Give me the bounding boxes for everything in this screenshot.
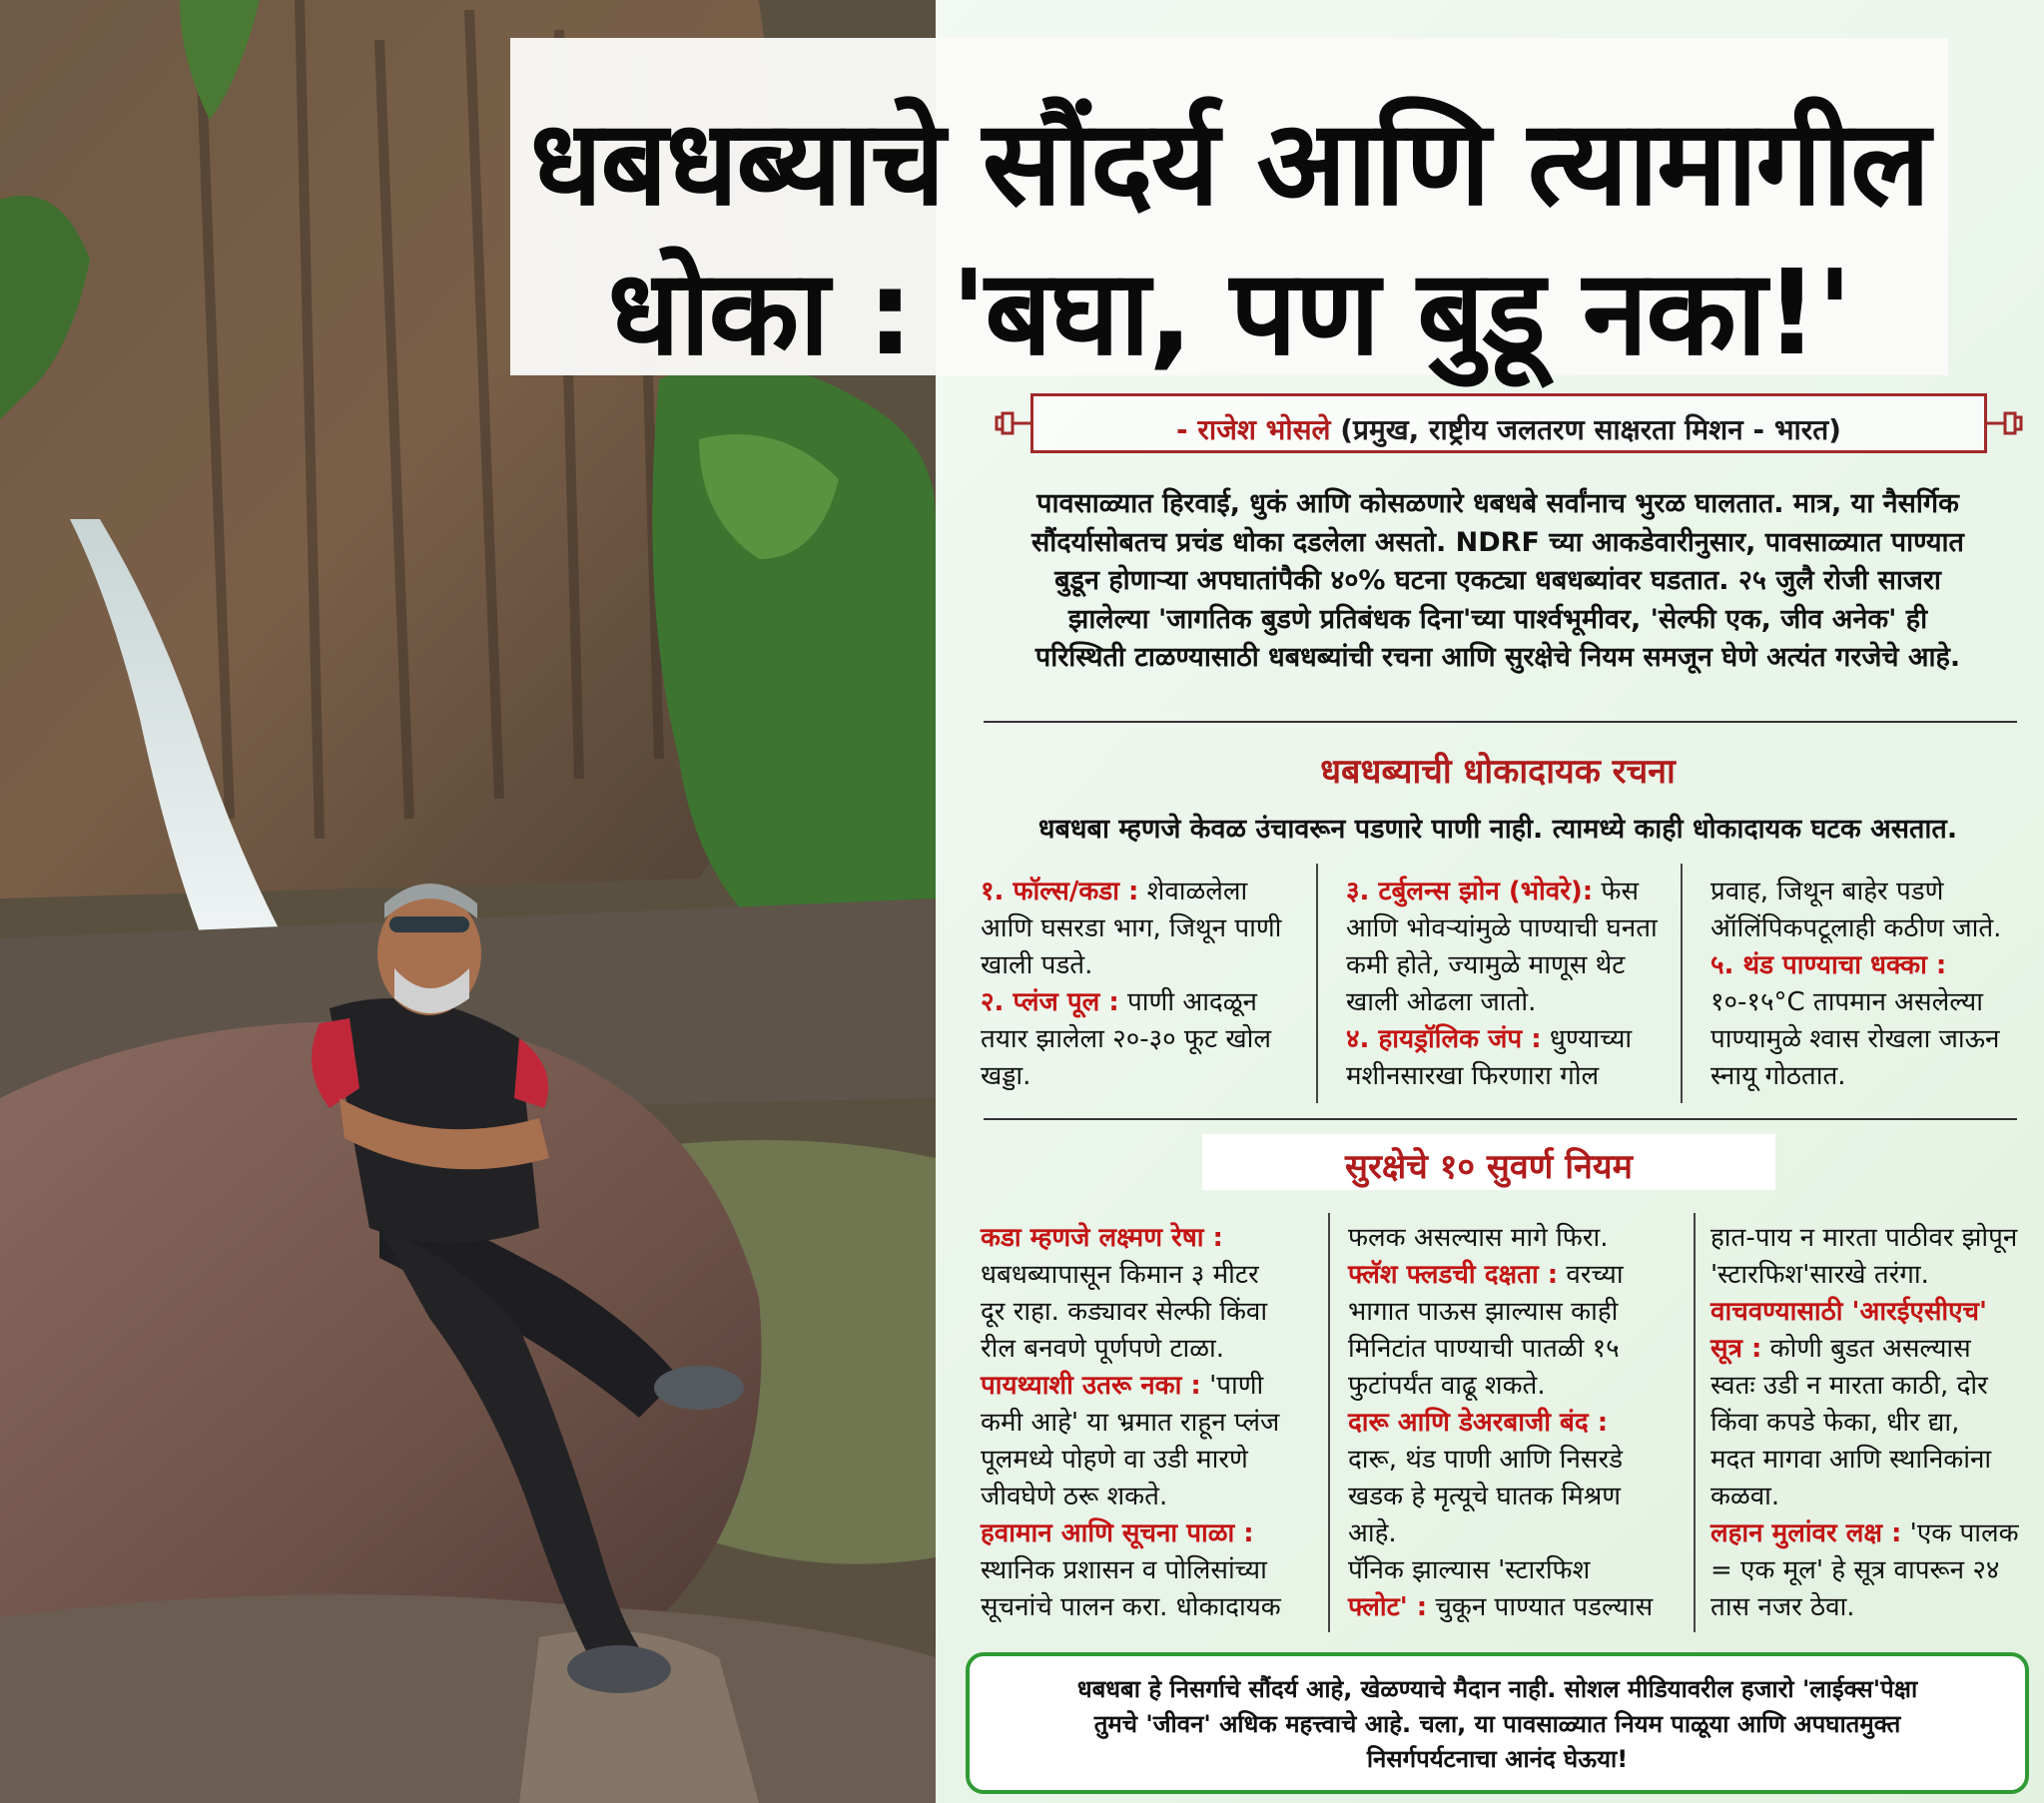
text-line xyxy=(1710,1552,2040,1589)
highlight-term: ५. थंड पाण्याचा धक्का : xyxy=(1710,950,1947,980)
text-line xyxy=(1346,1058,1666,1095)
highlight-term: कडा म्हणजे लक्ष्मण रेषा : xyxy=(981,1223,1223,1253)
conclusion-line: तुमचे 'जीवन' अधिक महत्त्वाचे आहे. चला, या पावसाळ्यात नियम पाळूया आणि अपघातमुक्त xyxy=(1093,1710,1901,1738)
text-line xyxy=(1348,1220,1678,1257)
conclusion-line: धबधबा हे निसर्गाचे सौंदर्य आहे, खेळण्याचे मैदान नाही. सोशल मीडियावरील हजारो 'लाईक्स'पेक्षा xyxy=(1076,1675,1918,1703)
intro-line: पावसाळ्यात हिरवाई, धुकं आणि कोसळणारे धबधबे सर्वांनाच भुरळ घालतात. मात्र, या नैसर्गिक xyxy=(1036,488,1959,519)
body-text: स्वतः उडी न मारता काठी, दोर xyxy=(1710,1371,1988,1401)
text-line xyxy=(1348,1479,1678,1515)
body-text: 'एक पालक xyxy=(1901,1518,2019,1548)
highlight-term: फ्लॅश फ्लडची दक्षता : xyxy=(1348,1260,1559,1290)
conclusion-line: निसर्गपर्यटनाचा आनंद घेऊया! xyxy=(1366,1745,1629,1773)
text-line xyxy=(1348,1515,1678,1552)
text-line xyxy=(1710,984,2030,1021)
section-heading-box xyxy=(1202,1134,1775,1190)
structure-column-1 xyxy=(981,874,1310,1095)
text-line xyxy=(981,1589,1315,1626)
highlight-term: ३. टर्बुलन्स झोन (भोवरे): xyxy=(1346,877,1594,906)
headline-box xyxy=(510,38,1948,381)
body-text: किंवा कपडे फेका, धीर द्या, xyxy=(1710,1408,1960,1438)
text-line xyxy=(981,910,1310,947)
body-text: फेस xyxy=(1593,877,1640,906)
divider xyxy=(984,721,2017,723)
author-banner xyxy=(995,393,2023,457)
body-text: भागात पाऊस झाल्यास काही xyxy=(1348,1297,1619,1327)
text-line xyxy=(1348,1257,1678,1294)
highlight-term: पायथ्याशी उतरू नका : xyxy=(981,1371,1201,1401)
intro-line: सौंदर्यासोबतच प्रचंड धोका दडलेला असतो. NDRF च्या आकडेवारीनुसार, पावसाळ्यात पाण्यात xyxy=(1031,526,1964,558)
text-line xyxy=(981,984,1310,1021)
text-line xyxy=(1710,1589,2040,1626)
headline-line-2: धोका : 'बघा, पण बुडू नका!' xyxy=(607,244,1851,381)
body-text: जीवघेणे ठरू शकते. xyxy=(981,1482,1168,1511)
text-line xyxy=(1348,1405,1678,1442)
body-text: फलक असल्यास मागे फिरा. xyxy=(1348,1223,1609,1253)
body-text: खड्डा. xyxy=(981,1061,1031,1091)
body-text: कमी आहे' या भ्रमात राहून प्लंज xyxy=(981,1408,1280,1438)
highlight-term: दारू आणि डेअरबाजी बंद : xyxy=(1348,1408,1609,1438)
text-line xyxy=(1348,1442,1678,1479)
body-text: रील बनवणे पूर्णपणे टाळा. xyxy=(981,1334,1225,1364)
body-text: आहे. xyxy=(1348,1518,1397,1548)
body-text: पॅनिक झाल्यास 'स्टारफिश xyxy=(1348,1555,1591,1585)
text-line xyxy=(1710,874,2030,910)
body-text: 'पाणी xyxy=(1200,1371,1264,1401)
text-line xyxy=(1710,1058,2030,1095)
body-text: दारू, थंड पाणी आणि निसरडे xyxy=(1348,1445,1624,1475)
text-line xyxy=(1710,1515,2040,1552)
text-line xyxy=(981,1515,1315,1552)
body-text: कमी होते, ज्यामुळे माणूस थेट xyxy=(1346,950,1626,980)
text-line xyxy=(1710,1442,2040,1479)
conclusion-box xyxy=(966,1652,2029,1794)
text-line xyxy=(1346,947,1666,984)
text-line xyxy=(1346,1021,1666,1058)
text-line xyxy=(981,1294,1315,1331)
intro-line: परिस्थिती टाळण्यासाठी धबधब्यांची रचना आणि सुरक्षेचे नियम समजून घेणे अत्यंत गरजेचे आहे. xyxy=(1034,642,1961,673)
text-line xyxy=(1710,1294,2040,1331)
structure-column-3 xyxy=(1710,874,2030,1095)
highlight-term: हवामान आणि सूचना पाळा : xyxy=(981,1518,1254,1548)
text-line xyxy=(981,1220,1315,1257)
body-text: धबधब्यापासून किमान ३ मीटर xyxy=(981,1260,1259,1290)
highlight-term: वाचवण्यासाठी 'आरईएसीएच' xyxy=(1710,1297,1987,1327)
rules-column-1 xyxy=(981,1220,1315,1626)
divider xyxy=(984,1118,2017,1120)
headline-line-1: धबधब्याचे सौंदर्य आणि त्यामागील xyxy=(529,94,1929,232)
body-text: स्नायू गोठतात. xyxy=(1710,1061,1846,1091)
author-frame xyxy=(1030,393,1987,453)
body-text: हात-पाय न मारता पाठीवर झोपून xyxy=(1710,1223,2018,1253)
body-text: आणि घसरडा भाग, जिथून पाणी xyxy=(981,913,1282,943)
column-divider xyxy=(1316,864,1318,1103)
body-text: मदत मागवा आणि स्थानिकांना xyxy=(1710,1445,1992,1475)
highlight-term: लहान मुलांवर लक्ष : xyxy=(1710,1518,1902,1548)
text-line xyxy=(1710,1021,2030,1058)
text-line xyxy=(1346,984,1666,1021)
body-text: शेवाळलेला xyxy=(1138,877,1248,906)
text-line xyxy=(981,1058,1310,1095)
body-text: ऑलिंपिकपटूलाही कठीण जाते. xyxy=(1710,913,2002,943)
body-text: मशीनसारखा फिरणारा गोल xyxy=(1346,1061,1600,1091)
body-text: तयार झालेला २०-३० फूट खोल xyxy=(981,1024,1271,1054)
author-name: - राजेश भोसले xyxy=(1176,413,1331,446)
intro-line: झालेल्या 'जागतिक बुडणे प्रतिबंधक दिना'च्या पार्श्वभूमीवर, 'सेल्फी एक, जीव अनेक' ही xyxy=(1067,603,1928,635)
section-heading-rules: सुरक्षेचे १० सुवर्ण नियम xyxy=(1345,1147,1633,1187)
right-ornament-icon xyxy=(1987,403,2023,443)
text-line xyxy=(981,1257,1315,1294)
text-line xyxy=(981,1479,1315,1515)
body-text: पाण्यामुळे श्वास रोखला जाऊन xyxy=(1710,1024,2000,1054)
body-text: मिनिटांत पाण्याची पातळी १५ xyxy=(1348,1334,1620,1364)
text-line xyxy=(981,1405,1315,1442)
text-line xyxy=(981,1021,1310,1058)
body-text: प्रवाह, जिथून बाहेर पडणे xyxy=(1710,877,1944,906)
text-line xyxy=(1710,1479,2040,1515)
text-line xyxy=(1710,1405,2040,1442)
text-line xyxy=(981,947,1310,984)
text-line xyxy=(1710,910,2030,947)
section-heading-structure: धबधब्याची धोकादायक रचना xyxy=(1320,752,1676,792)
highlight-term: सूत्र : xyxy=(1710,1334,1762,1364)
text-line xyxy=(981,1442,1315,1479)
text-line xyxy=(1346,910,1666,947)
body-text: चुकून पाण्यात पडल्यास xyxy=(1427,1592,1654,1622)
body-text: तास नजर ठेवा. xyxy=(1710,1592,1855,1622)
body-text: वरच्या xyxy=(1558,1260,1624,1290)
text-line xyxy=(1710,947,2030,984)
body-text: फुटांपर्यंत वाढू शकते. xyxy=(1348,1371,1546,1401)
highlight-term: ४. हायड्रॉलिक जंप : xyxy=(1346,1024,1542,1054)
text-line xyxy=(981,1552,1315,1589)
text-line xyxy=(1710,1220,2040,1257)
highlight-term: फ्लोट' : xyxy=(1348,1592,1428,1622)
text-line xyxy=(1348,1331,1678,1368)
text-line xyxy=(1348,1294,1678,1331)
body-text: १०-१५°C तापमान असलेल्या xyxy=(1710,987,1983,1017)
body-text: कळवा. xyxy=(1710,1482,1780,1511)
left-ornament-icon xyxy=(995,403,1030,443)
column-divider xyxy=(1694,1213,1696,1632)
text-line xyxy=(981,1368,1315,1405)
text-line xyxy=(1348,1552,1678,1589)
body-text: धुण्याच्या xyxy=(1541,1024,1633,1054)
body-text: स्थानिक प्रशासन व पोलिसांच्या xyxy=(981,1555,1267,1585)
body-text: 'स्टारफिश'सारखे तरंगा. xyxy=(1710,1260,1929,1290)
intro-paragraph xyxy=(974,485,2022,678)
body-text: = एक मूल' हे सूत्र वापरून २४ xyxy=(1710,1555,2000,1585)
column-divider xyxy=(1328,1213,1330,1632)
highlight-term: १. फॉल्स/कडा : xyxy=(981,877,1139,906)
text-line xyxy=(1348,1368,1678,1405)
text-line xyxy=(1348,1589,1678,1626)
body-text: पाणी आदळून xyxy=(1118,987,1257,1017)
body-text: आणि भोवऱ्यांमुळे पाण्याची घनता xyxy=(1346,913,1658,943)
rules-column-3 xyxy=(1710,1220,2040,1626)
section-intro: धबधबा म्हणजे केवळ उंचावरून पडणारे पाणी नाही. त्यामध्ये काही धोकादायक घटक असतात. xyxy=(1037,814,1958,845)
text-line xyxy=(981,1331,1315,1368)
rules-column-2 xyxy=(1348,1220,1678,1626)
author-byline xyxy=(1033,410,1984,448)
body-text: खडक हे मृत्यूचे घातक मिश्रण xyxy=(1348,1482,1622,1511)
structure-column-2 xyxy=(1346,874,1666,1095)
column-divider xyxy=(1681,864,1683,1103)
body-text: खाली पडते. xyxy=(981,950,1093,980)
body-text: सूचनांचे पालन करा. धोकादायक xyxy=(981,1592,1281,1622)
intro-line: बुडून होणाऱ्या अपघातांपैकी ४०% घटना एकट्या धबधब्यांवर घडतात. २५ जुलै रोजी साजरा xyxy=(1054,565,1941,596)
body-text: दूर राहा. कड्यावर सेल्फी किंवा xyxy=(981,1297,1268,1327)
text-line xyxy=(1346,874,1666,910)
body-text: खाली ओढला जातो. xyxy=(1346,987,1537,1017)
body-text: कोणी बुडत असल्यास xyxy=(1761,1334,1971,1364)
text-line xyxy=(981,874,1310,910)
conclusion-text xyxy=(990,1672,2005,1777)
author-role: (प्रमुख, राष्ट्रीय जलतरण साक्षरता मिशन - भारत) xyxy=(1330,413,1841,446)
text-line xyxy=(1710,1331,2040,1368)
highlight-term: २. प्लंज पूल : xyxy=(981,987,1119,1017)
text-line xyxy=(1710,1257,2040,1294)
text-line xyxy=(1710,1368,2040,1405)
body-text: पूलमध्ये पोहणे वा उडी मारणे xyxy=(981,1445,1248,1475)
